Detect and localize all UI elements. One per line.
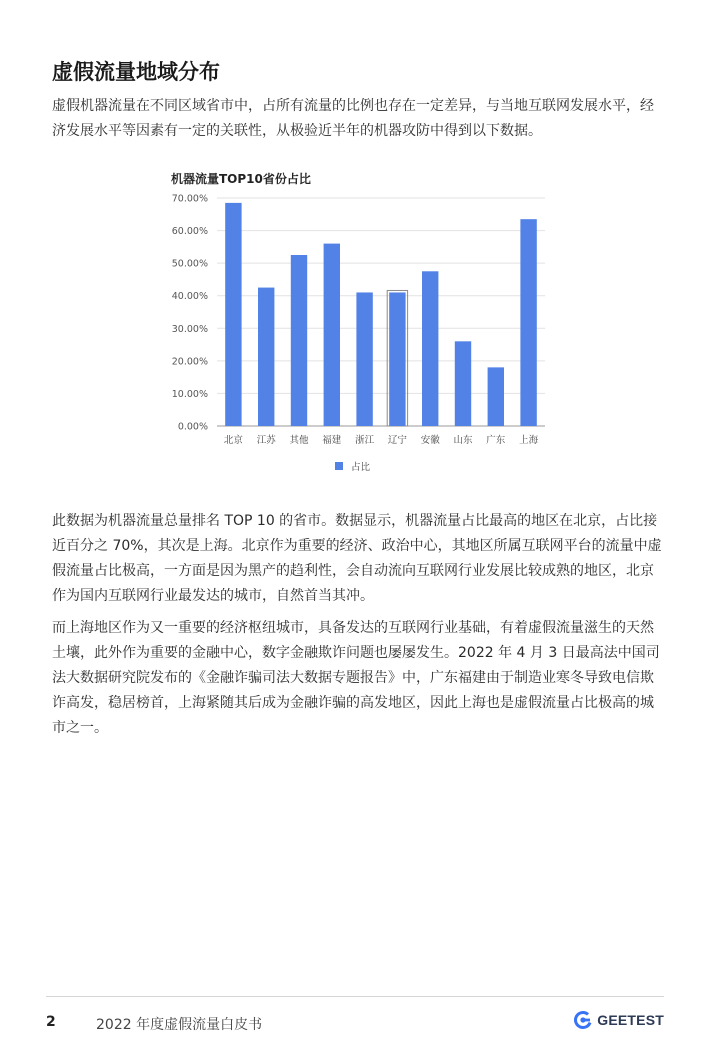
y-tick-label: 40.00% xyxy=(171,291,208,303)
chart-title: 机器流量TOP10省份占比 xyxy=(171,172,311,186)
x-tick-label: 上海 xyxy=(519,435,539,446)
x-tick-label: 江苏 xyxy=(256,435,276,446)
intro-paragraph: 虚假机器流量在不同区域省市中，占所有流量的比例也存在一定差异，与当地互联网发展水平，经济发展水平等因素有一定的关联性，从极验近半年的机器攻防中得到以下数据。 xyxy=(52,98,654,139)
y-tick-label: 0.00% xyxy=(177,421,208,433)
brand-name: GEETEST xyxy=(597,1012,664,1028)
legend-swatch xyxy=(335,462,343,470)
footer-document-title: 2022 年度虚假流量白皮书 xyxy=(96,1017,263,1033)
body-paragraph-1: 此数据为机器流量总量排名 TOP 10 的省市。数据显示，机器流量占比最高的地区在北京，占比接近百分之 70%，其次是上海。北京作为重要的经济、政治中心，其地区所属互联网平台的流量中虚假流量占比极高，一方面是因为黑产的趋利性，会自动流向互联网行业发展比较成熟的地区，北京作为国内互联网行业最发达的城市，自然首当其冲。 xyxy=(52,513,662,604)
bar xyxy=(455,341,471,426)
bar xyxy=(291,255,307,426)
bar xyxy=(258,288,274,426)
bar xyxy=(356,292,372,426)
bar xyxy=(225,203,241,426)
section-heading: 虚假流量地域分布 xyxy=(52,60,220,84)
x-tick-label: 北京 xyxy=(223,435,243,446)
y-tick-label: 20.00% xyxy=(171,356,208,368)
bar xyxy=(422,271,438,426)
geetest-logo-icon xyxy=(573,1010,593,1030)
x-tick-label: 辽宁 xyxy=(387,435,407,446)
x-tick-label: 安徽 xyxy=(420,435,440,446)
y-tick-label: 70.00% xyxy=(171,193,208,205)
y-tick-label: 60.00% xyxy=(171,226,208,238)
bar xyxy=(488,367,504,426)
y-tick-label: 50.00% xyxy=(171,258,208,270)
y-tick-label: 10.00% xyxy=(171,388,208,400)
y-tick-label: 30.00% xyxy=(171,323,208,335)
x-tick-label: 山东 xyxy=(453,435,473,446)
bar-chart xyxy=(165,160,555,490)
x-tick-label: 福建 xyxy=(322,435,342,446)
body-paragraph-2: 而上海地区作为又一重要的经济枢纽城市，具备发达的互联网行业基础，有着虚假流量滋生的天然土壤，此外作为重要的金融中心，数字金融欺诈问题也屡屡发生。2022 年 4 月 3 日最高法中国司法大数据研究院发布的《金融诈骗司法大数据专题报告》中，广东福建由于制造业寒冬导致电信欺诈高发，稳居榜首，上海紧随其后成为金融诈骗的高发地区，因此上海也是虚假流量占比极高的城市之一。 xyxy=(52,620,660,736)
brand-logo xyxy=(573,1010,664,1030)
bar xyxy=(389,292,405,426)
footer-divider xyxy=(46,996,664,997)
chart-canvas xyxy=(165,160,555,490)
legend-label: 占比 xyxy=(351,462,371,473)
bar xyxy=(520,219,536,426)
bar xyxy=(324,244,340,426)
page-number: 2 xyxy=(46,1014,56,1030)
x-tick-label: 浙江 xyxy=(355,435,375,446)
x-tick-label: 广东 xyxy=(486,435,506,446)
x-tick-label: 其他 xyxy=(289,435,309,446)
